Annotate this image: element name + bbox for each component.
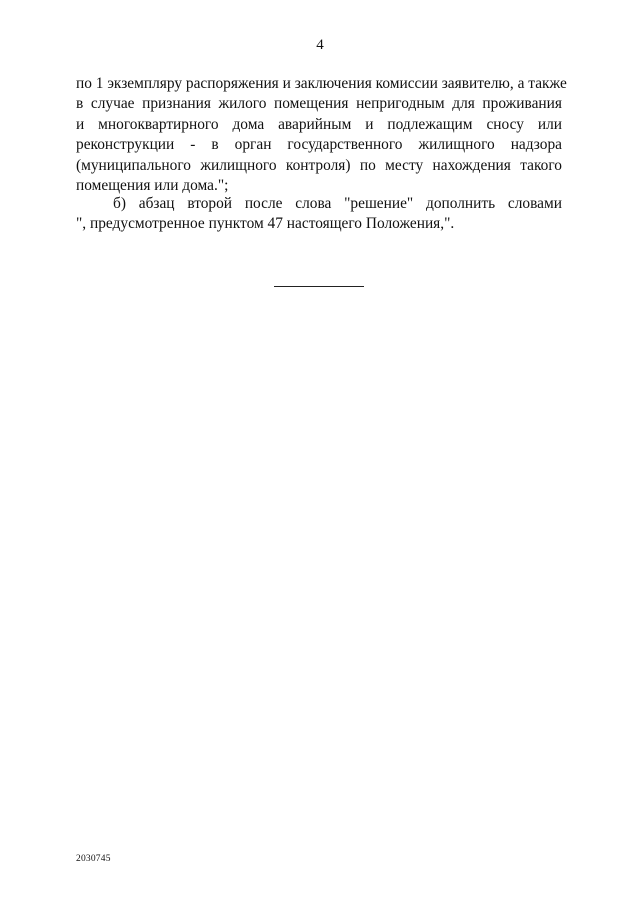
text-line: (муниципального жилищного контроля) по месту нахождения такого — [76, 156, 562, 174]
page-number: 4 — [316, 37, 324, 53]
text-line: в случае признания жилого помещения непригодным для проживания — [76, 95, 562, 113]
text-line: и многоквартирного дома аварийным и подлежащим сносу или — [76, 115, 562, 133]
text-line: б) абзац второй после слова "решение" дополнить словами — [113, 195, 562, 212]
text-line: ", предусмотренное пунктом 47 настоящего Положения,". — [76, 215, 455, 233]
text-line: по 1 экземпляру распоряжения и заключения комиссии заявителю, а также — [76, 75, 567, 92]
text-line: реконструкции - в орган государственного жилищного надзора — [76, 136, 562, 154]
paragraph-continuation — [76, 74, 567, 196]
document-code: 2030745 — [76, 854, 111, 864]
text-line: помещения или дома."; — [76, 177, 229, 195]
paragraph-amendment-b — [76, 194, 562, 235]
end-of-text-separator — [274, 286, 364, 287]
